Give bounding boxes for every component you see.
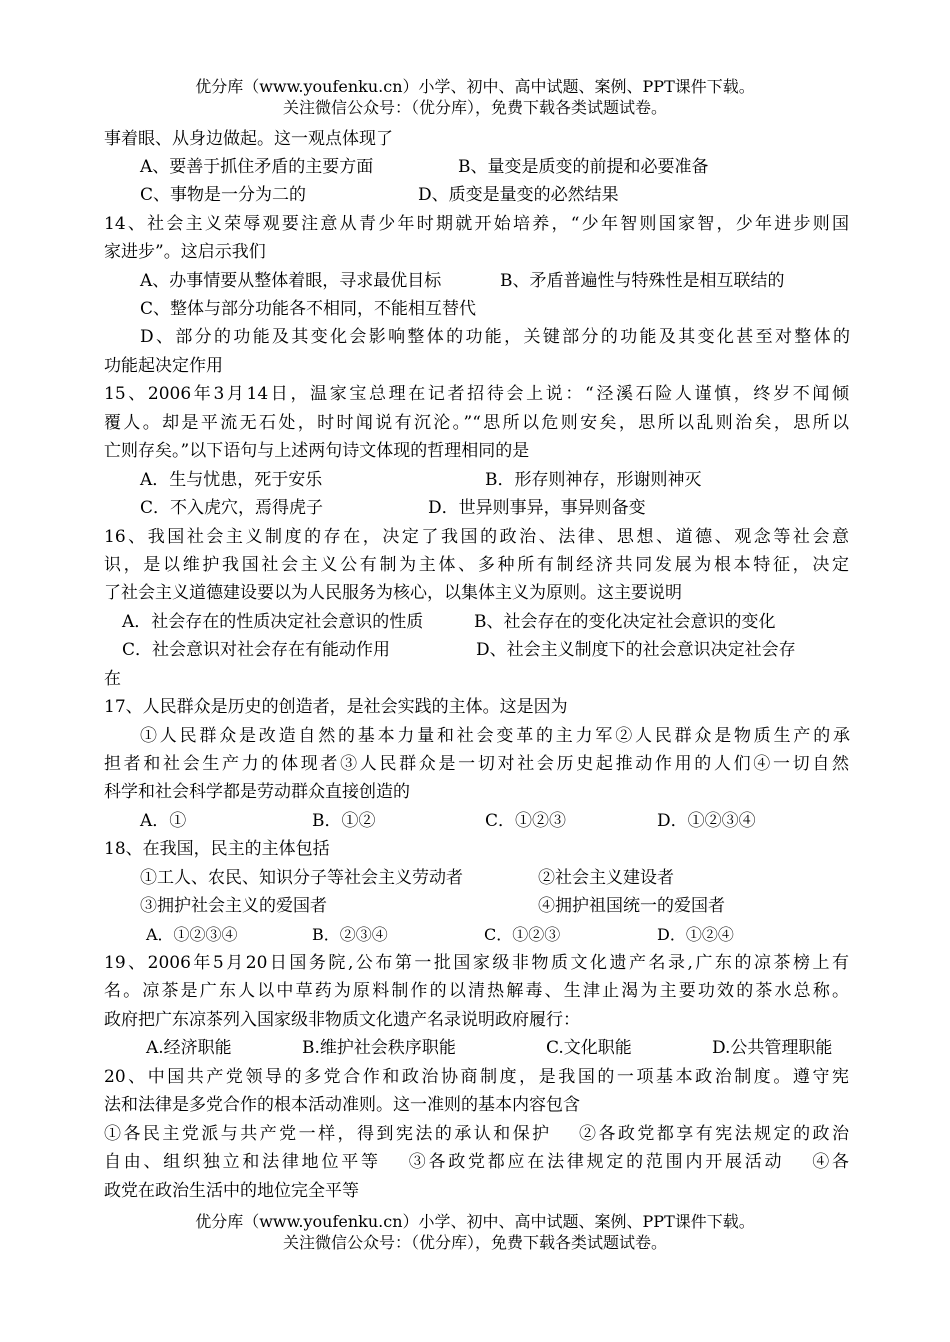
q13-option-b: B、量变是质变的前提和必要准备 [458, 157, 709, 177]
q16-option-c: C．社会意识对社会存在有能动作用 [122, 640, 391, 660]
q20-premise-2: 自由、组织独立和法律地位平等 ③各政党都应在法律规定的范围内开展活动 ④各 [104, 1152, 849, 1172]
q19-option-a: A.经济职能 [146, 1038, 232, 1058]
q14-option-c: C、整体与部分功能各不相同，不能相互替代 [140, 299, 477, 319]
q13-option-c: C、事物是一分为二的 [140, 185, 307, 205]
q17-premise-2: 担者和社会生产力的体现者③人民群众是一切对社会历史起推动作用的人们④一切自然 [104, 754, 849, 774]
q15-stem-2: 覆人。却是平流无石处，时时闻说有沉沦。”“思所以危则安矣，思所以乱则治矣，思所以 [104, 413, 849, 433]
q15-option-b: B．形存则神存，形谢则神灭 [485, 470, 702, 490]
q15-option-c: C．不入虎穴，焉得虎子 [140, 498, 324, 518]
q14-stem-2: 家进步”。这启示我们 [104, 242, 266, 262]
q19-option-d: D.公共管理职能 [712, 1038, 833, 1058]
q14-option-b: B、矛盾普遍性与特殊性是相互联结的 [500, 271, 785, 291]
q15-option-d: D．世异则事异，事异则备变 [428, 498, 646, 518]
q19-stem-2: 名。凉茶是广东人以中草药为原料制作的以清热解毒、生津止渴为主要功效的茶水总称。 [104, 981, 849, 1001]
q15-stem-3: 亡则存矣。”以下语句与上述两句诗文体现的哲理相同的是 [104, 441, 530, 461]
q17-option-c: C．①②③ [485, 811, 567, 831]
q16-option-d-1: D、社会主义制度下的社会意识决定社会存 [476, 640, 796, 660]
q19-stem-3: 政府把广东凉茶列入国家级非物质文化遗产名录说明政府履行： [104, 1010, 580, 1030]
q13-option-a: A、要善于抓住矛盾的主要方面 [140, 157, 374, 177]
footer-line-1: 优分库（www.youfenku.cn）小学、初中、高中试题、案例、PPT课件下载。 [195, 1212, 755, 1231]
q17-premise-1: ①人民群众是改造自然的基本力量和社会变革的主力军②人民群众是物质生产的承 [140, 726, 850, 746]
q17-option-d: D．①②③④ [657, 811, 756, 831]
q18-item-3: ③拥护社会主义的爱国者 [140, 896, 327, 916]
q18-item-1: ①工人、农民、知识分子等社会主义劳动者 [140, 868, 463, 888]
q17-option-a: A．① [140, 811, 187, 831]
q16-option-b: B、社会存在的变化决定社会意识的变化 [474, 612, 776, 632]
q16-option-d-2: 在 [104, 669, 121, 689]
q14-option-d-2: 功能起决定作用 [104, 356, 223, 376]
q20-stem-2: 法和法律是多党合作的根本活动准则。这一准则的基本内容包含 [104, 1095, 580, 1115]
header-line-2: 关注微信公众号：（优分库），免费下载各类试题试卷。 [282, 98, 667, 117]
q15-stem-1: 15、2006年3月14日，温家宝总理在记者招待会上说：“泾溪石险人谨慎，终岁不闻倾 [104, 384, 849, 404]
q17-option-b: B．①② [312, 811, 376, 831]
q19-option-b: B.维护社会秩序职能 [302, 1038, 456, 1058]
q16-stem-3: 了社会主义道德建设要以为人民服务为核心，以集体主义为原则。这主要说明 [104, 583, 682, 603]
q19-stem-1: 19、2006年5月20日国务院,公布第一批国家级非物质文化遗产名录,广东的凉茶榜上有 [104, 953, 849, 973]
q18-item-4: ④拥护祖国统一的爱国者 [538, 896, 725, 916]
q13-tail: 事着眼、从身边做起。这一观点体现了 [104, 129, 393, 149]
q16-option-a: A．社会存在的性质决定社会意识的性质 [122, 612, 424, 632]
q13-option-d: D、质变是量变的必然结果 [418, 185, 619, 205]
q16-stem-2: 识，是以维护我国社会主义公有制为主体、多种所有制经济共同发展为根本特征，决定 [104, 555, 849, 575]
q15-option-a: A．生与忧患，死于安乐 [140, 470, 323, 490]
q14-option-a: A、办事情要从整体着眼，寻求最优目标 [140, 271, 442, 291]
q16-stem-1: 16、我国社会主义制度的存在，决定了我国的政治、法律、思想、道德、观念等社会意 [104, 527, 849, 547]
q17-stem: 17、人民群众是历史的创造者，是社会实践的主体。这是因为 [104, 697, 568, 717]
q20-premise-3: 政党在政治生活中的地位完全平等 [104, 1181, 359, 1201]
q18-item-2: ②社会主义建设者 [538, 868, 674, 888]
q19-option-c: C.文化职能 [546, 1038, 632, 1058]
q18-option-c: C．①②③ [484, 925, 561, 944]
q20-stem-1: 20、中国共产党领导的多党合作和政治协商制度，是我国的一项基本政治制度。遵守宪 [104, 1067, 849, 1087]
q18-option-b: B．②③④ [312, 925, 388, 944]
header-line-1: 优分库（www.youfenku.cn）小学、初中、高中试题、案例、PPT课件下载。 [195, 77, 755, 96]
footer-line-2: 关注微信公众号：（优分库），免费下载各类试题试卷。 [282, 1233, 667, 1252]
q18-option-d: D．①②④ [657, 925, 734, 944]
q14-stem-1: 14、社会主义荣辱观要注意从青少年时期就开始培养，“少年智则国家智，少年进步则国 [104, 214, 849, 234]
q17-premise-3: 科学和社会科学都是劳动群众直接创造的 [104, 782, 410, 802]
q20-premise-1: ①各民主党派与共产党一样，得到宪法的承认和保护 ②各政党都享有宪法规定的政治 [104, 1124, 849, 1144]
q18-option-a: A．①②③④ [146, 925, 238, 944]
q18-stem: 18、在我国，民主的主体包括 [104, 839, 330, 859]
q14-option-d-1: D、部分的功能及其变化会影响整体的功能，关键部分的功能及其变化甚至对整体的 [140, 327, 850, 347]
